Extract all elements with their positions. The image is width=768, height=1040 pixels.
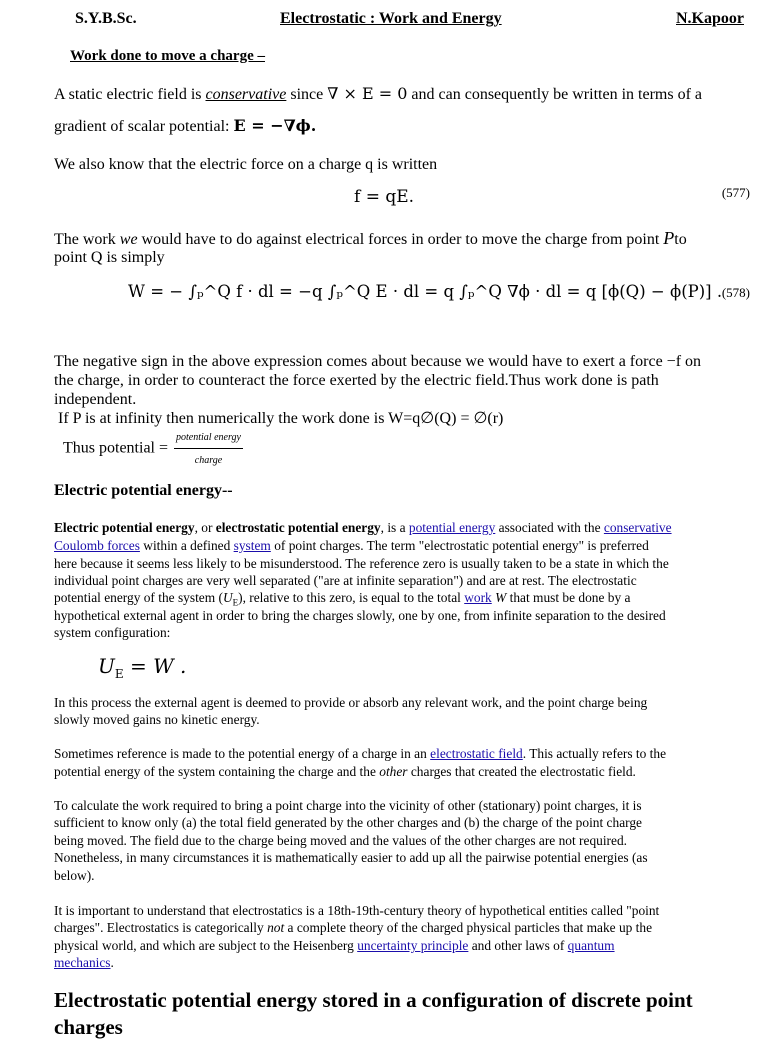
equation-number-578: (578) [721,285,750,300]
heading-electric-potential-energy: Electric potential energy-- [54,482,233,499]
equation-578: W = − ∫ₚ^Q f · dl = −q ∫ₚ^Q E · dl = q ∫ₚ^Q ∇ϕ · dl = q [ϕ(Q) − ϕ(P)] . [128,282,723,301]
theory-line-4: mechanics. [54,955,114,970]
link-electrostatic-field[interactable]: electrostatic field [430,746,523,761]
epe-paragraph-line-3: here because it seems less likely to be misunderstood. The reference zero is usually taken to be a state in which the [54,556,669,571]
section-title: Work done to move a charge – [70,48,265,64]
potential-fraction: $\frac{\text{potential energy}}{\text{charge}}$ [174,428,243,470]
term-conservative: conservative [205,86,287,103]
equation-ue-equals-w: $U_E = W$ . [98,654,187,681]
link-quantum[interactable]: quantum [567,938,615,953]
epe-paragraph-line-7: system configuration: [54,625,171,640]
header-title: Electrostatic : Work and Energy [280,10,502,27]
epe-paragraph-line-2: Coulomb forces within a defined system of point charges. The term "electrostatic potential energy" is preferred [54,538,649,553]
header-course: S.Y.B.Sc. [75,10,137,27]
calc-work-line-2: sufficient to know only (a) the total field generated by the other charges and (b) the charge of the point charge [54,815,642,830]
equation-577: f = qE. [354,187,415,207]
paragraph-work: The work we would have to do against electrical forces in order to move the charge from point Pto [54,228,687,248]
curl-equation: ∇ × E = 0 [327,84,408,103]
epe-paragraph-line-4: individual point charges are very well separated ("are at infinite separation") and are at rest. The electrostatic [54,573,637,588]
paragraph-negative-sign-1: The negative sign in the above expression comes about because we would have to exert a force −f on [54,353,702,370]
paragraph-negative-sign-3: independent. [54,391,137,408]
potential-definition: Thus potential = $\frac{\text{potential energy}}{\text{charge}}$ [63,428,759,470]
external-agent-line-2: slowly moved gains no kinetic energy. [54,712,260,727]
theory-line-2: charges". Electrostatics is categorically not a complete theory of the charged physical particles that make up the [54,920,653,935]
theory-line-3: physical world, and which are subject to the Heisenberg uncertainty principle and other laws of quantum [54,938,615,953]
heading-discrete-point-charges-cont: charges [54,1015,123,1039]
theory-line-1: It is important to understand that electrostatics is a 18th-19th-century theory of hypothetical entities called "point [54,903,660,918]
link-coulomb-forces[interactable]: Coulomb forces [54,538,140,553]
paragraph-electric-force: We also know that the electric force on a charge q is written [54,156,438,173]
reference-line-2: potential energy of the system containing the charge and the other charges that created the electrostatic field. [54,764,636,779]
paragraph-infinity: If P is at infinity then numerically the work done is W=q∅(Q) = ∅(r) [58,410,504,427]
paragraph-conservative-field: A static electric field is conservative since ∇ × E = 0 and can consequently be written in terms of a [54,84,702,103]
calc-work-line-1: To calculate the work required to bring a point charge into the vicinity of other (stationary) point charges, it is [54,798,642,813]
external-agent-line-1: In this process the external agent is deemed to provide or absorb any relevant work, and the point charge being [54,695,648,710]
header-author: N.Kapoor [676,10,744,27]
link-system[interactable]: system [233,538,271,553]
reference-line-1: Sometimes reference is made to the potential energy of a charge in an electrostatic field. This actually refers to the [54,746,667,761]
heading-discrete-point-charges: Electrostatic potential energy stored in a configuration of discrete point [54,988,693,1012]
link-mechanics[interactable]: mechanics [54,955,111,970]
link-work[interactable]: work [464,590,492,605]
epe-paragraph-line-5: potential energy of the system $(U_E)$, relative to this zero, is equal to the total work W that must be done by a [54,590,631,608]
epe-paragraph-line-6: hypothetical external agent in order to bring the charges slowly, one by one, from infinite separation to the desired [54,608,666,623]
epe-paragraph-line-1: Electric potential energy, or electrostatic potential energy, is a potential energy associated with the conservative [54,520,672,535]
gradient-equation: E = −∇ϕ. [233,116,317,135]
calc-work-line-5: below). [54,868,95,883]
paragraph-negative-sign-2: the charge, in order to counteract the force exerted by the electric field.Thus work done is path [54,372,659,389]
link-uncertainty-principle[interactable]: uncertainty principle [357,938,469,953]
link-potential-energy[interactable]: potential energy [408,520,496,535]
equation-number-577: (577) [721,185,750,200]
link-conservative[interactable]: conservative [603,520,672,535]
calc-work-line-3: being moved. The field due to the charge being moved and the values of the other charges are not required. [54,833,627,848]
paragraph-work-cont: point Q is simply [54,249,165,266]
calc-work-line-4: Nonetheless, in many circumstances it is mathematically easier to add up all the pairwise potential energies (as [54,850,648,865]
paragraph-gradient: gradient of scalar potential: E = −∇ϕ. [54,116,317,135]
